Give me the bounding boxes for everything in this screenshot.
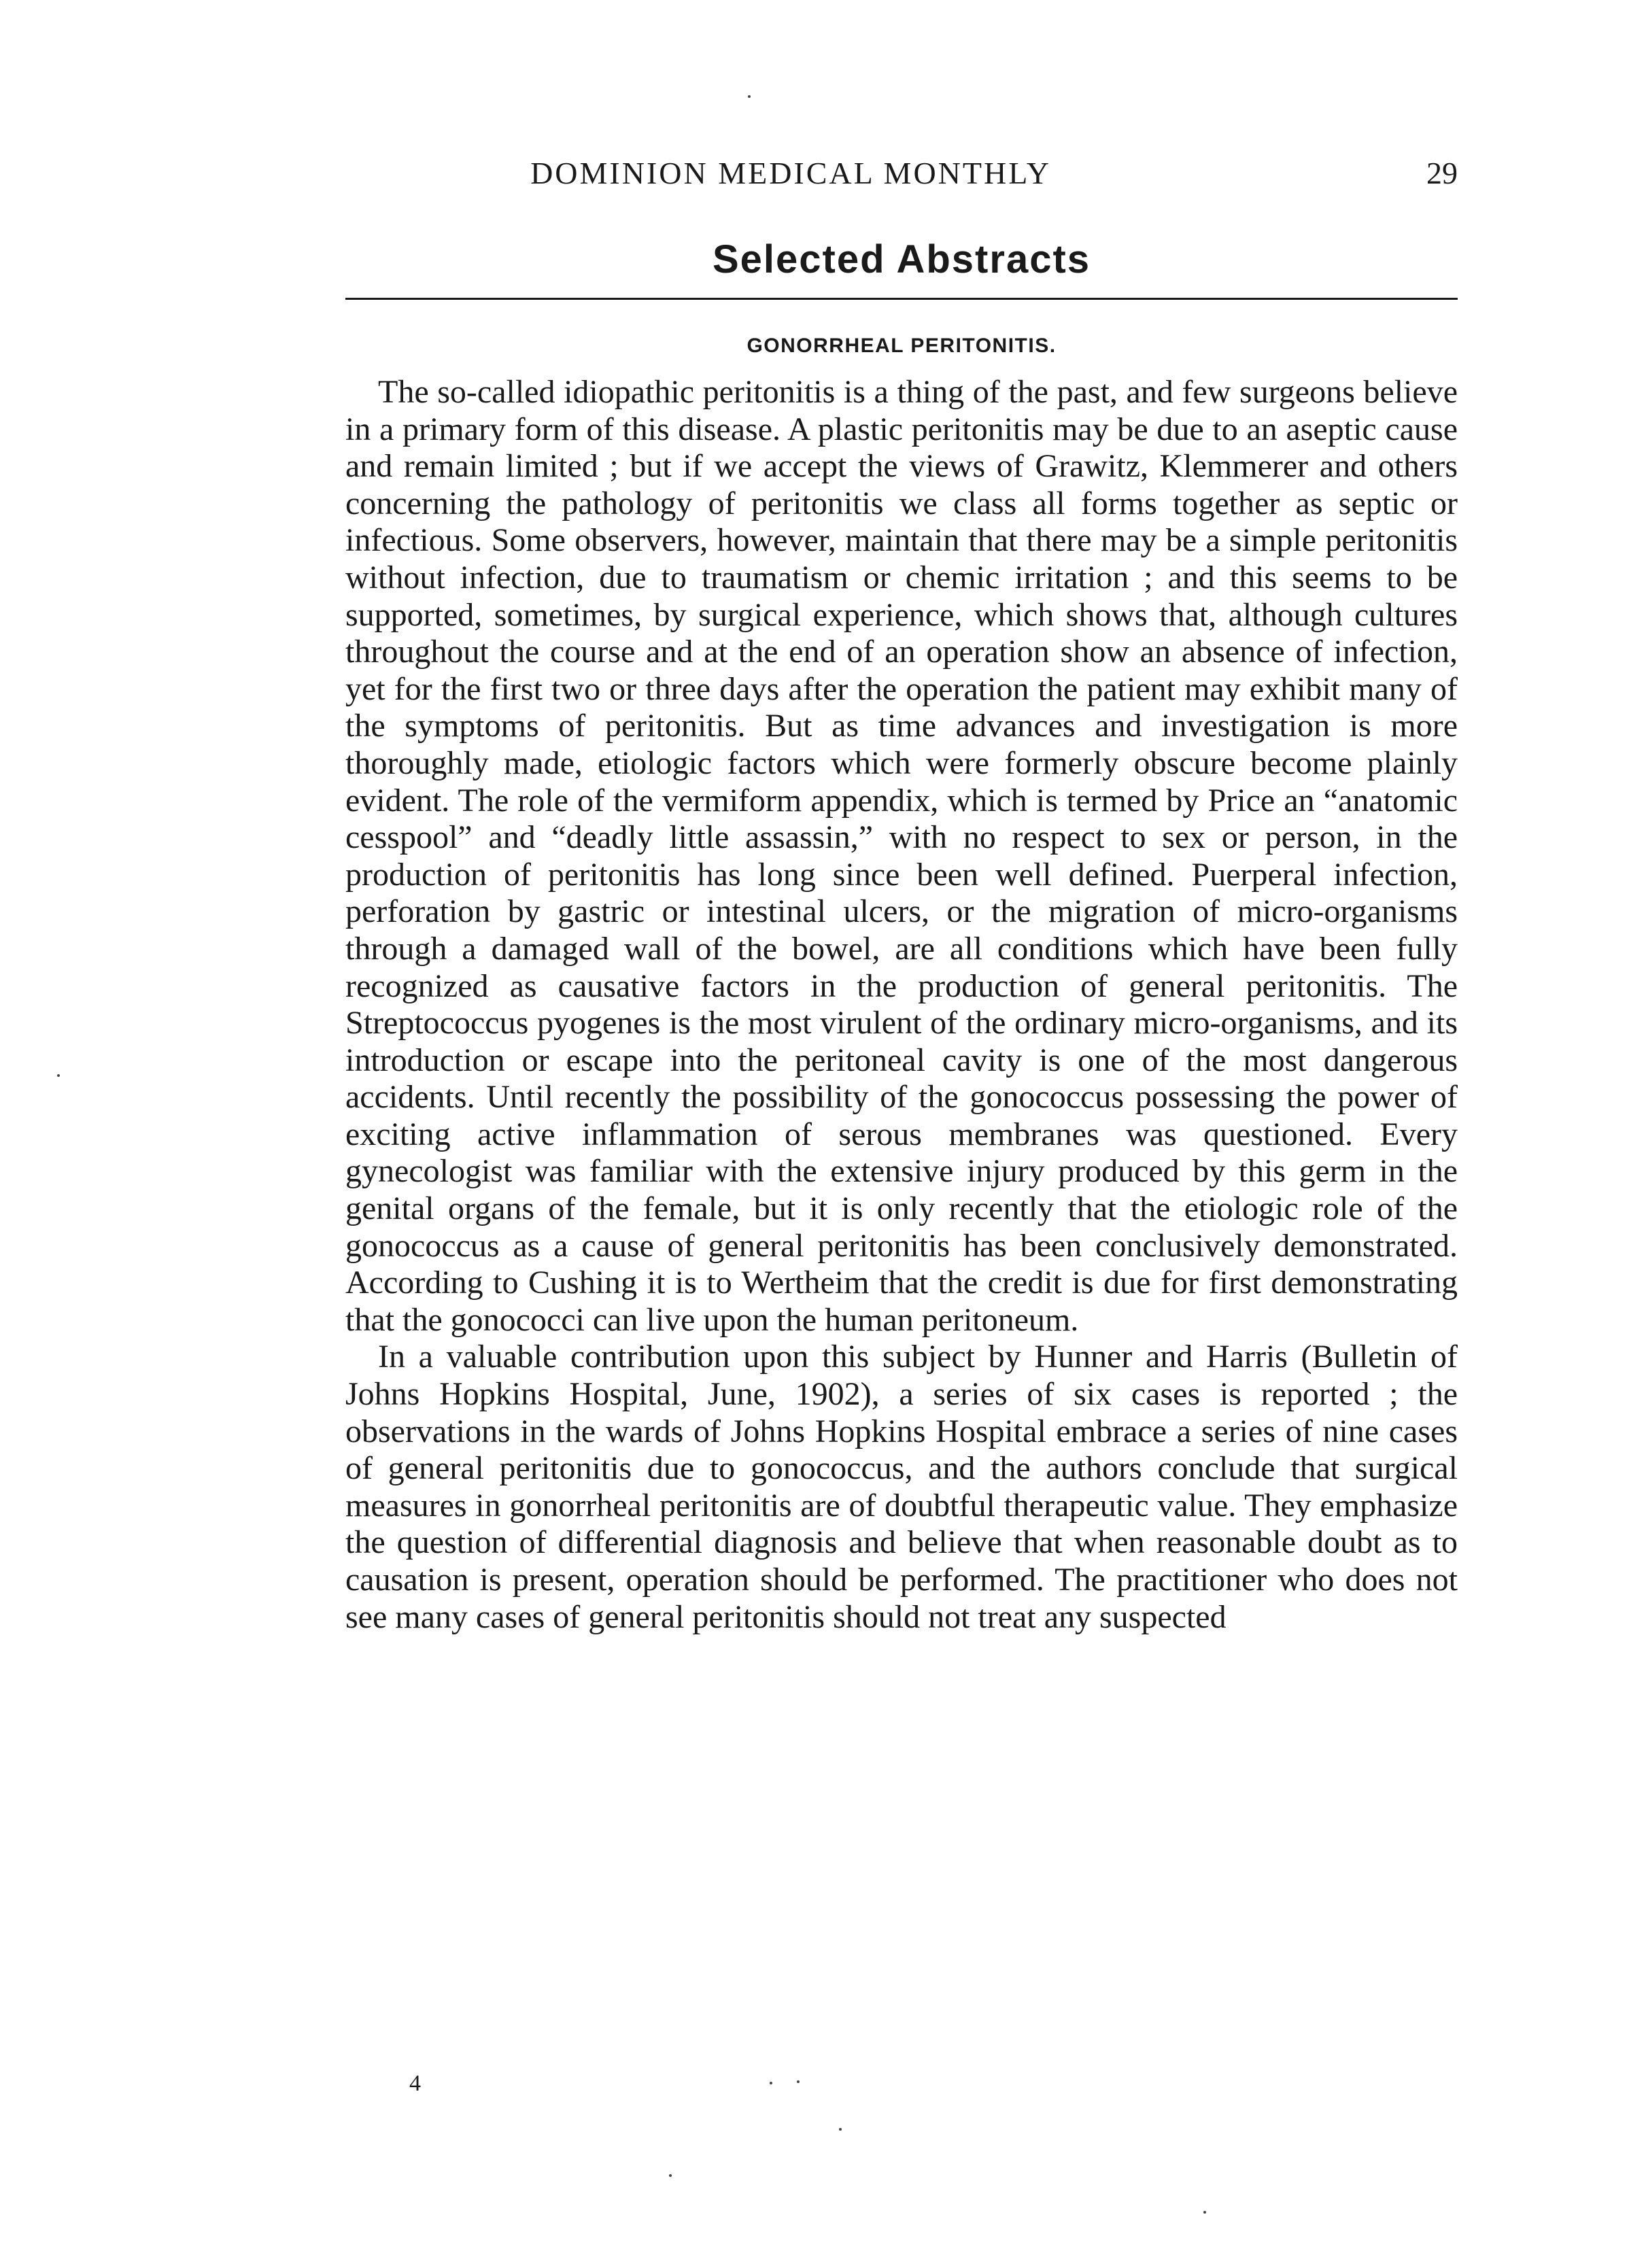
scan-speck — [770, 2082, 772, 2084]
scan-speck — [669, 2174, 672, 2177]
scan-speck — [797, 2080, 800, 2083]
signature-mark: 4 — [409, 2071, 421, 2096]
paragraph-1: The so-called idiopathic peritonitis is a thing of the past, and few surgeons believe in a primary form of this disease. A plastic peritonitis may be due to an aseptic cause and remain limited ; but if we accept the views of Grawitz, Klemmerer and others concerning the pathology of peritonitis we class all forms together as septic or infectious. Some observers, however, maintain that there may be a simple peritonitis without infection, due to traumatism or chemic irritation ; and this seems to be supported, sometimes, by surgical experience, which shows that, although cultures throughout the course and at the end of an operation show an absence of infection, yet for the first two or three days after the operation the patient may exhibit many of the symptoms of peritonitis. But as time advances and investigation is more thoroughly made, etiologic factors which were formerly obscure become plainly evident. The role of the vermiform appendix, which is termed by Price an “anatomic cesspool” and “deadly little assassin,” with no respect to sex or person, in the production of peritonitis has long since been well defined. Puerperal infection, perforation by gastric or intestinal ulcers, or the migration of micro-organisms through a damaged wall of the bowel, are all conditions which have been fully recognized as causative factors in the production of general peritonitis. The Streptococcus pyogenes is the most virulent of the ordinary micro-organisms, and its introduction or escape into the peritoneal cavity is one of the most dangerous accidents. Until recently the possibility of the gonococcus possessing the power of exciting active inflammation of serous membranes was questioned. Every gynecologist was familiar with the extensive injury produced by this germ in the genital organs of the female, but it is only recently that the etiologic role of the gonococcus as a cause of general peritonitis has been conclusively demonstrated. According to Cushing it is to Wertheim that the credit is due for first demonstrating that the gonococci can live upon the human peritoneum. — [345, 374, 1458, 1338]
scan-speck — [57, 1074, 60, 1077]
article-heading: GONORRHEAL PERITONITIS. — [747, 334, 1057, 357]
scan-speck — [1203, 2211, 1206, 2214]
section-title: Selected Abstracts — [712, 237, 1091, 281]
article-body — [345, 374, 1458, 1636]
document-page — [345, 0, 1458, 2268]
journal-name: DOMINION MEDICAL MONTHLY — [530, 156, 1051, 190]
scan-speck — [748, 95, 751, 98]
running-head — [345, 155, 1458, 203]
paragraph-2: In a valuable contribution upon this subject by Hunner and Harris (Bulletin of Johns Hopkins Hospital, June, 1902), a series of six cases is reported ; the observations in the wards of Johns Hopkins Hospital embrace a series of nine cases of general peritonitis due to gonococcus, and the authors conclude that surgical measures in gonorrheal peritonitis are of doubtful therapeutic value. They emphasize the question of differential diagnosis and believe that when reasonable doubt as to causation is present, operation should be performed. The practitioner who does not see many cases of general peritonitis should not treat any suspected — [345, 1339, 1458, 1635]
scan-speck — [839, 2128, 842, 2131]
page-number: 29 — [1426, 156, 1458, 190]
section-rule — [345, 298, 1458, 300]
